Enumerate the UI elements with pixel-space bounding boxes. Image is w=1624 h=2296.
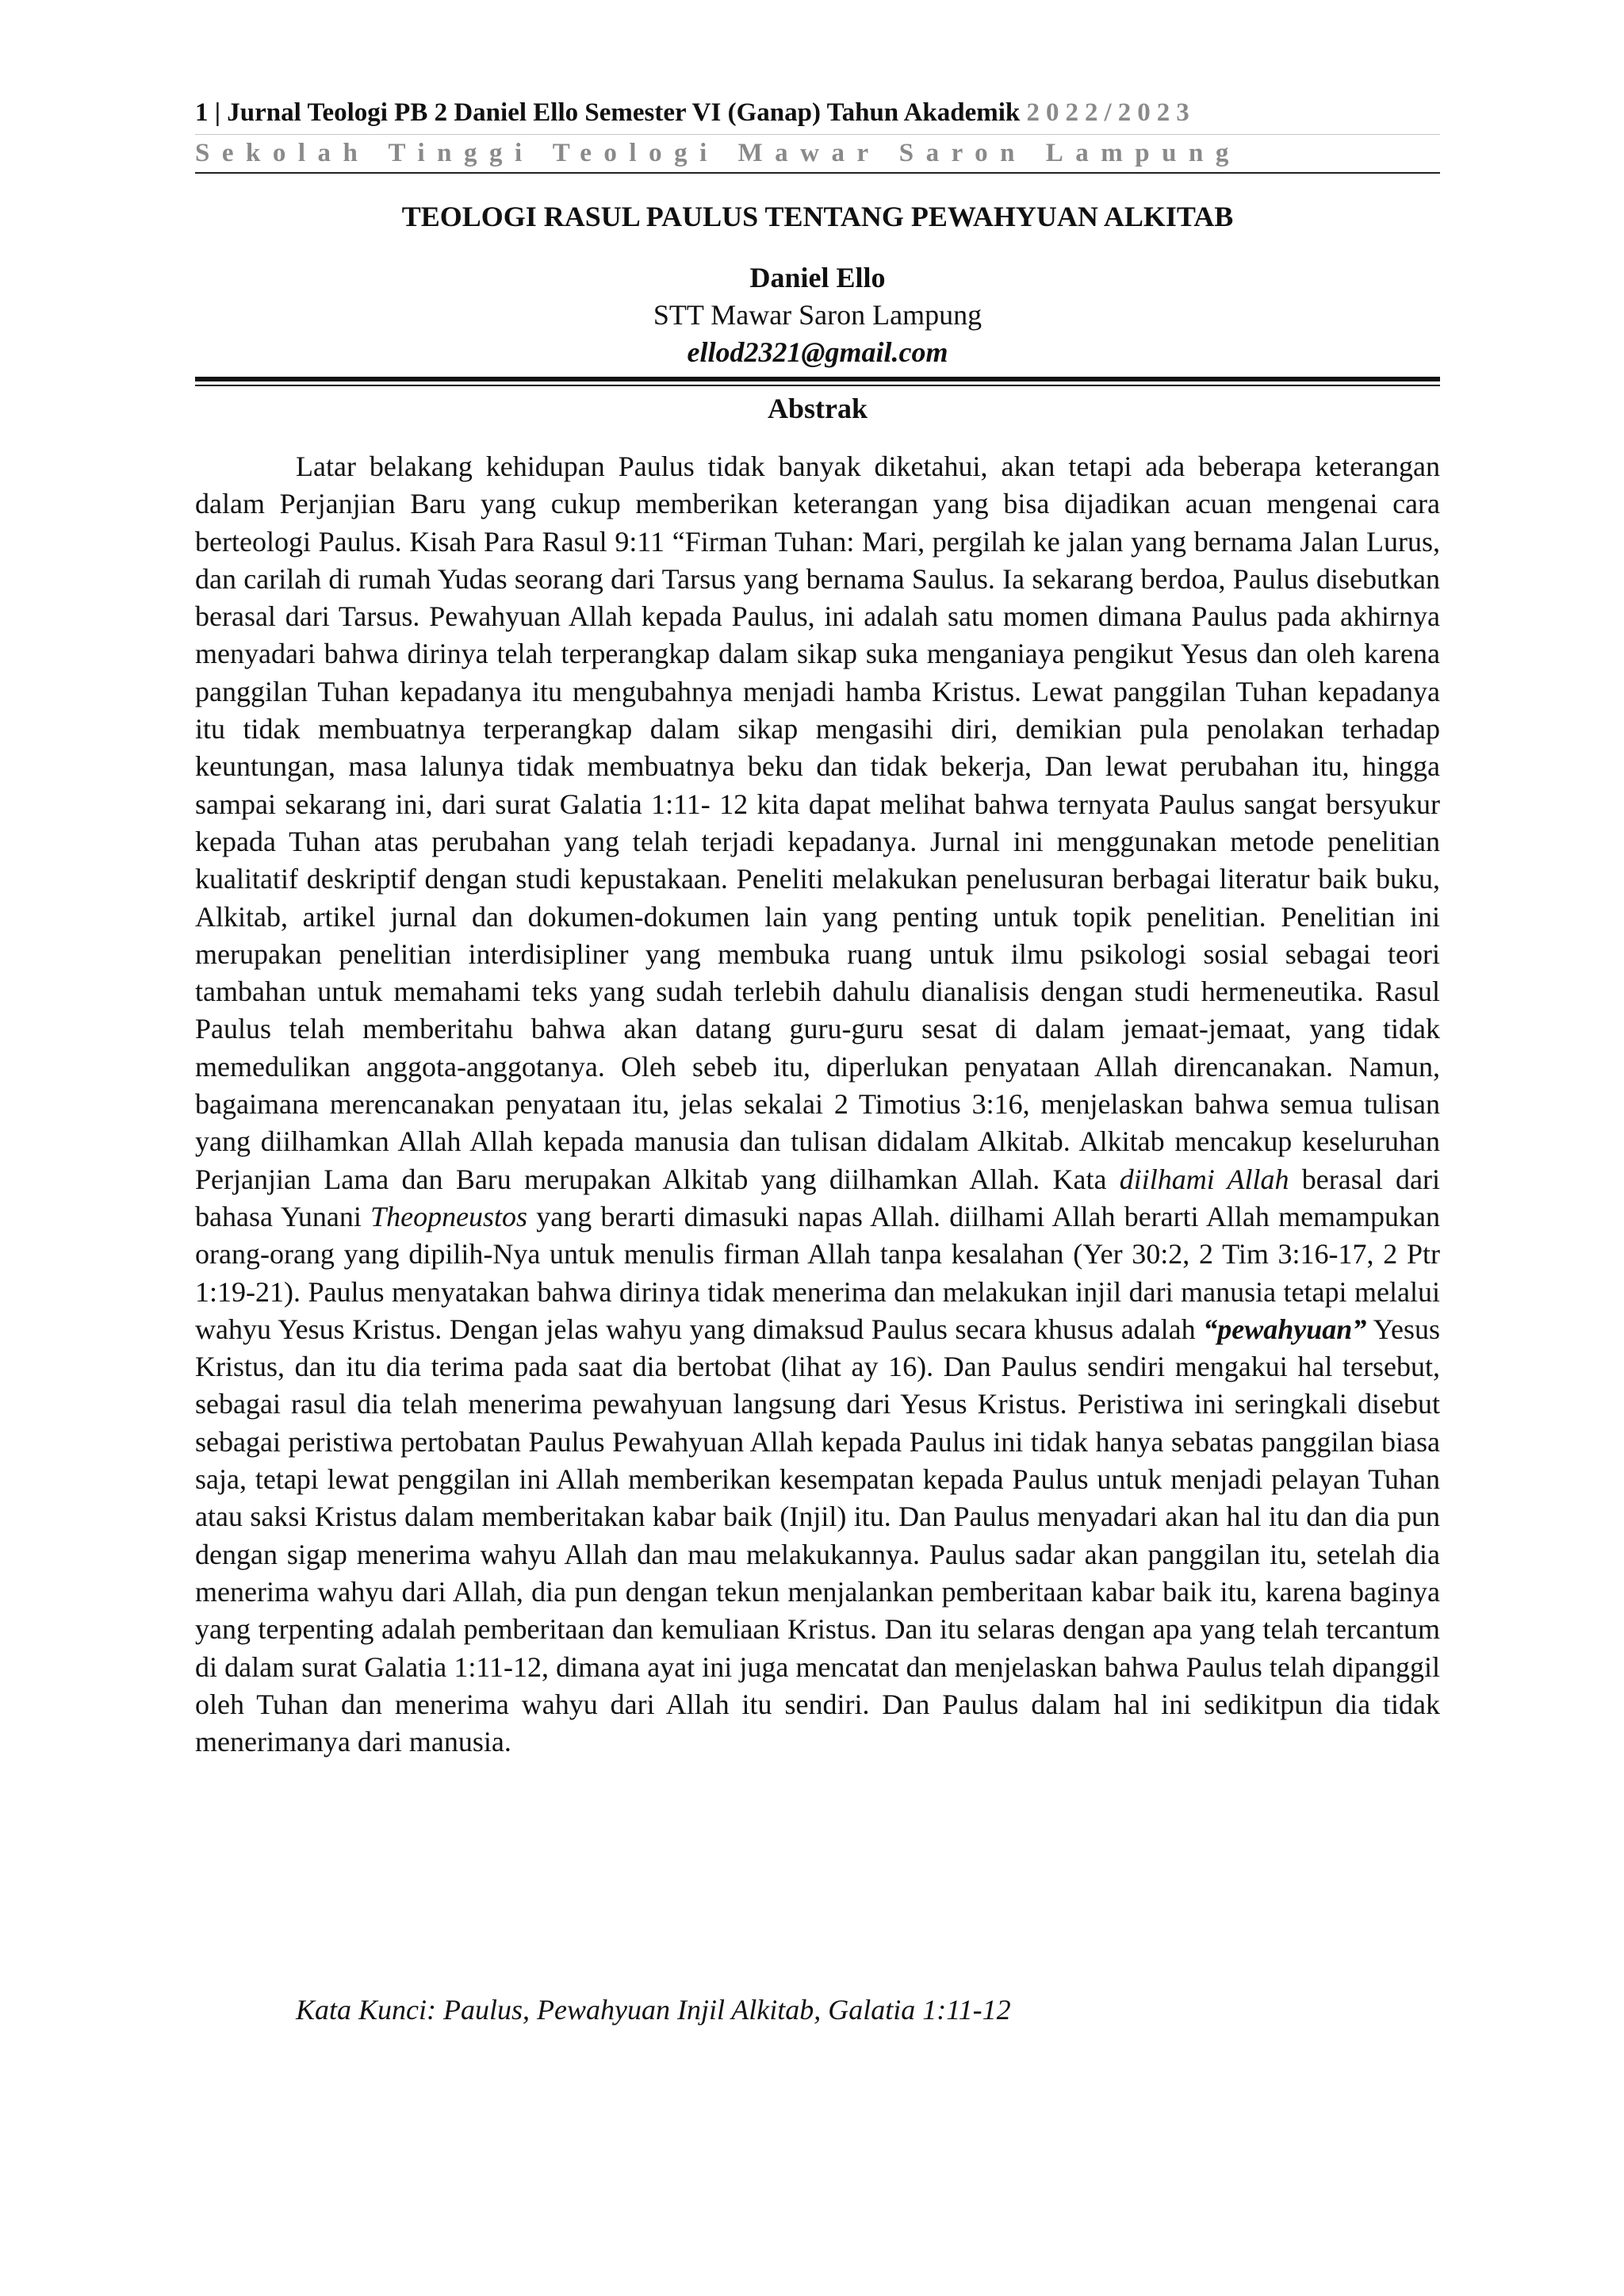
abstract-heading: Abstrak [767,393,868,424]
abstract-term-theopneustos: Theopneustos [370,1200,528,1232]
abstract-text-part-4: Yesus Kristus, dan itu dia terima pada saat dia bertobat (lihat ay 16). Dan Paulus sendiri mengakui hal tersebut, sebagai rasul dia telah menerima pewahyuan langsung dari Yesus Kristus. Peristiwa ini seringkali disebut sebagai peristiwa pertobatan Paulus Pewahyuan Allah kepada Paulus ini tidak hanya sebatas panggilan biasa saja, tetapi lewat penggilan ini Allah memberikan kesempatan kepada Paulus untuk menjadi pelayan Tuhan atau saksi Kristus dalam memberitakan kabar baik (Injil) itu. Dan Paulus menyadari akan hal itu dan dia pun dengan sigap menerima wahyu Allah dan mau melakukannya. Paulus sadar akan panggilan itu, setelah dia menerima wahyu dari Allah, dia pun dengan tekun menjalankan pemberitaan kabar baik itu, karena baginya yang terpenting adalah pemberitaan dan kemuliaan Kristus. Dan itu selaras dengan apa yang telah tercantum di dalam surat Galatia 1:11-12, dimana ayat ini juga mencatat dan menjelaskan bahwa Paulus telah dipanggil oleh Tuhan dan menerima wahyu dari Allah itu sendiri. Dan Paulus dalam hal ini sedikitpun dia tidak menerimanya dari manusia. [195,1313,1441,1758]
academic-year: 2022/2023 [1026,98,1196,127]
header-divider [195,172,1440,174]
separator: | [214,98,221,127]
page-number: 1 [195,98,209,127]
journal-name: Jurnal Teologi PB 2 Daniel Ello Semester VI (Ganap) Tahun Akademik [227,98,1021,127]
header-divider-thin [195,134,1440,135]
author-email: ellod2321@gmail.com [687,336,948,368]
author-name: Daniel Ello [749,262,886,293]
running-head [195,97,1440,128]
abstract-text-part-3: yang berarti dimasuki napas Allah. diilhami Allah berarti Allah memampukan orang-orang yang dipilih-Nya untuk menulis firman Allah tanpa kesalahan (Yer 30:2, 2 Tim 3:16-17, 2 Ptr 1:19-21). Paulus menyatakan bahwa dirinya tidak menerima dan melakukan injil dari manusia tetapi melalui wahyu Yesus Kristus. Dengan jelas wahyu yang dimaksud Paulus secara khusus adalah [195,1200,1441,1345]
title-divider-thick [195,377,1440,381]
author-affiliation: STT Mawar Saron Lampung [653,299,982,331]
institution-header: Sekolah Tinggi Teologi Mawar Saron Lampung [195,139,1241,167]
article-title: TEOLOGI RASUL PAULUS TENTANG PEWAHYUAN ALKITAB [401,201,1234,232]
title-divider-thin [195,385,1440,386]
abstract-term-pewahyuan: “pewahyuan” [1203,1313,1367,1345]
keywords: Kata Kunci: Paulus, Pewahyuan Injil Alkitab, Galatia 1:11-12 [296,1994,1011,2026]
abstract-text-part-2: berasal dari bahasa Yunani [195,1163,1440,1232]
abstract-term-diilhami: diilhami Allah [1119,1163,1289,1195]
abstract-text-part-1: Latar belakang kehidupan Paulus tidak banyak diketahui, akan tetapi ada beberapa keterangan dalam Perjanjian Baru yang cukup memberikan keterangan yang bisa dijadikan acuan mengenai cara berteologi Paulus. Kisah Para Rasul 9:11 “Firman Tuhan: Mari, pergilah ke jalan yang bernama Jalan Lurus, dan carilah di rumah Yudas seorang dari Tarsus yang bernama Saulus. Ia sekarang berdoa, Paulus disebutkan berasal dari Tarsus. Pewahyuan Allah kepada Paulus, ini adalah satu momen dimana Paulus pada akhirnya menyadari bahwa dirinya telah terperangkap dalam sikap suka menganiaya pengikut Yesus dan oleh karena panggilan Tuhan kepadanya itu mengubahnya menjadi hamba Kristus. Lewat panggilan Tuhan kepadanya itu tidak membuatnya terperangkap dalam sikap mengasihi diri, demikian pula penolakan terhadap keuntungan, masa lalunya tidak membuatnya beku dan tidak bekerja, Dan lewat perubahan itu, hingga sampai sekarang ini, dari surat Galatia 1:11- 12 kita dapat melihat bahwa ternyata Paulus sangat bersyukur kepada Tuhan atas perubahan yang telah terjadi kepadanya. Jurnal ini menggunakan metode penelitian kualitatif deskriptif dengan studi kepustakaan. Peneliti melakukan penelusuran berbagai literatur baik buku, Alkitab, artikel jurnal dan dokumen-dokumen lain yang penting untuk topik penelitian. Penelitian ini merupakan penelitian interdisipliner yang membuka ruang untuk ilmu psikologi sosial sebagai teori tambahan untuk memahami teks yang sudah terlebih dahulu dianalisis dengan studi hermeneutika. Rasul Paulus telah memberitahu bahwa akan datang guru-guru sesat di dalam jemaat-jemaat, yang tidak memedulikan anggota-anggotanya. Oleh sebeb itu, diperlukan penyataan Allah direncanakan. Namun, bagaimana merencanakan penyataan itu, jelas sekalai 2 Timotius 3:16, menjelaskan bahwa semua tulisan yang diilhamkan Allah Allah kepada manusia dan tulisan didalam Alkitab. Alkitab mencakup keseluruhan Perjanjian Lama dan Baru merupakan Alkitab yang diilhamkan Allah. Kata [195,450,1440,1195]
abstract-body [195,448,1440,1761]
